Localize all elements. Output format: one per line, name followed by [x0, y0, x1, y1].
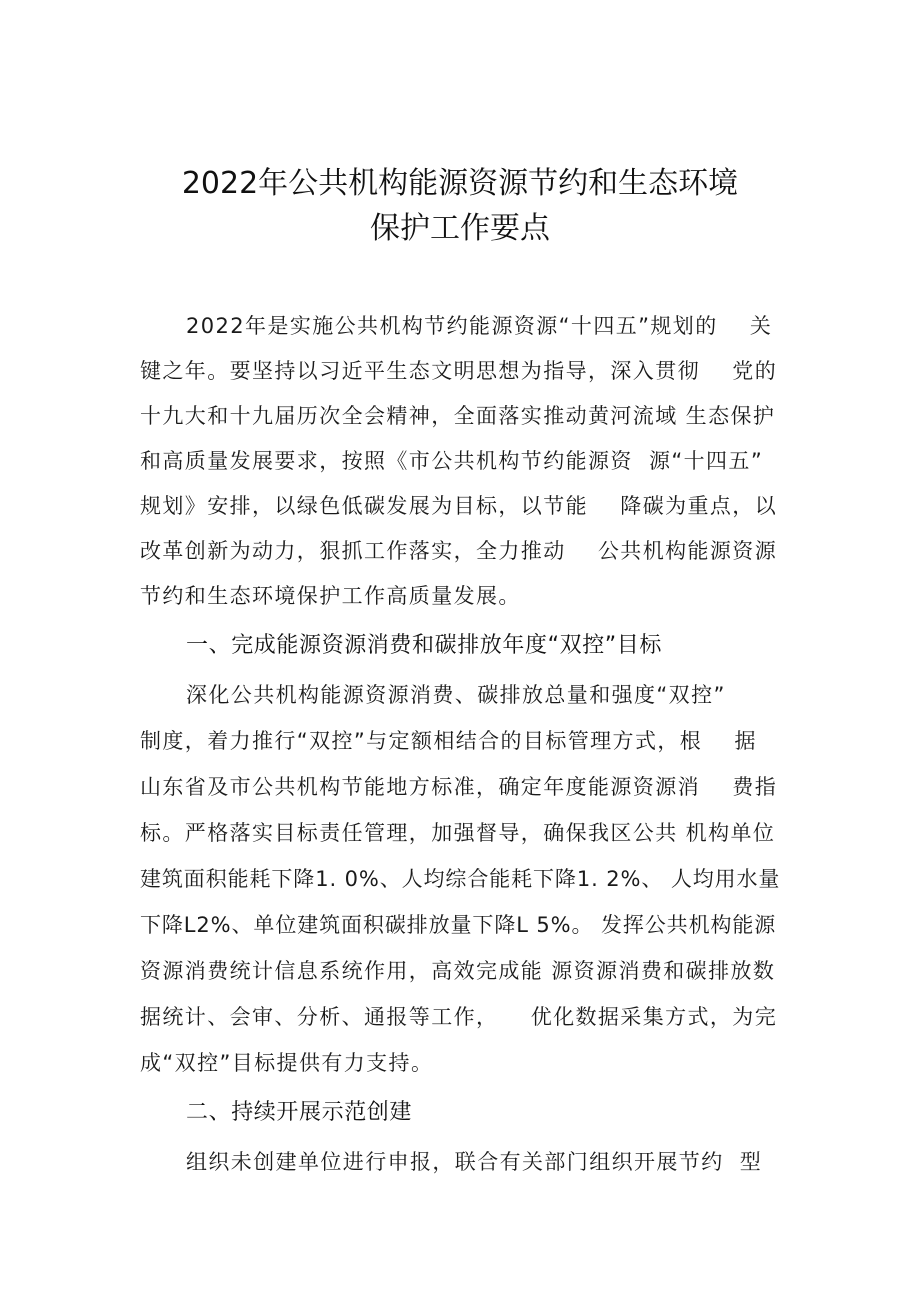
intro-paragraph-line: 和高质量发展要求，按照《市公共机构节约能源资 源“十四五” [140, 449, 764, 473]
intro-paragraph-line: 十九大和十九届历次全会精神，全面落实推动黄河流域 生态保护 [140, 404, 776, 428]
intro-paragraph-line: 2022年是实施公共机构节约能源资源“十四五”规划的 关 [186, 314, 773, 338]
intro-paragraph-line: 规划》安排，以绿色低碳发展为目标，以节能 降碳为重点，以 [140, 494, 778, 518]
section-1-paragraph-line: 制度，着力推行“双控”与定额相结合的目标管理方式，根 据 [140, 729, 757, 753]
document-title-line-2: 保护工作要点 [370, 211, 550, 246]
section-1-paragraph-line: 下降L2%、单位建筑面积碳排放量下降L 5%。 发挥公共机构能源 [140, 913, 777, 937]
intro-paragraph-line: 改革创新为动力，狠抓工作落实，全力推动 公共机构能源资源 [140, 539, 778, 563]
intro-paragraph-line: 节约和生态环境保护工作高质量发展。 [140, 584, 521, 608]
section-1-paragraph-line: 建筑面积能耗下降1. 0%、人均综合能耗下降1. 2%、 人均用水量 [140, 867, 781, 891]
section-2-heading: 二、持续开展示范创建 [186, 1100, 413, 1125]
section-1-paragraph-line: 山东省及市公共机构节能地方标准，确定年度能源资源消 费指 [140, 775, 778, 799]
section-1-heading: 一、完成能源资源消费和碳排放年度“双控”目标 [186, 633, 662, 658]
section-1-paragraph-line: 据统计、会审、分析、通报等工作， 优化数据采集方式，为完 [140, 1005, 778, 1029]
section-1-paragraph-line: 成“双控”目标提供有力支持。 [140, 1051, 434, 1075]
section-1-paragraph-line: 标。严格落实目标责任管理，加强督导，确保我区公共 机构单位 [140, 821, 776, 845]
section-1-paragraph-line: 深化公共机构能源资源消费、碳排放总量和强度“双控” [186, 683, 726, 707]
section-2-paragraph-line: 组织未创建单位进行申报，联合有关部门组织开展节约 型 [186, 1150, 763, 1174]
document-title-line-1: 2022年公共机构能源资源节约和生态环境 [181, 166, 739, 201]
intro-paragraph-line: 键之年。要坚持以习近平生态文明思想为指导，深入贯彻 党的 [140, 359, 778, 383]
section-1-paragraph-line: 资源消费统计信息系统作用，高效完成能 源资源消费和碳排放数 [140, 959, 776, 983]
